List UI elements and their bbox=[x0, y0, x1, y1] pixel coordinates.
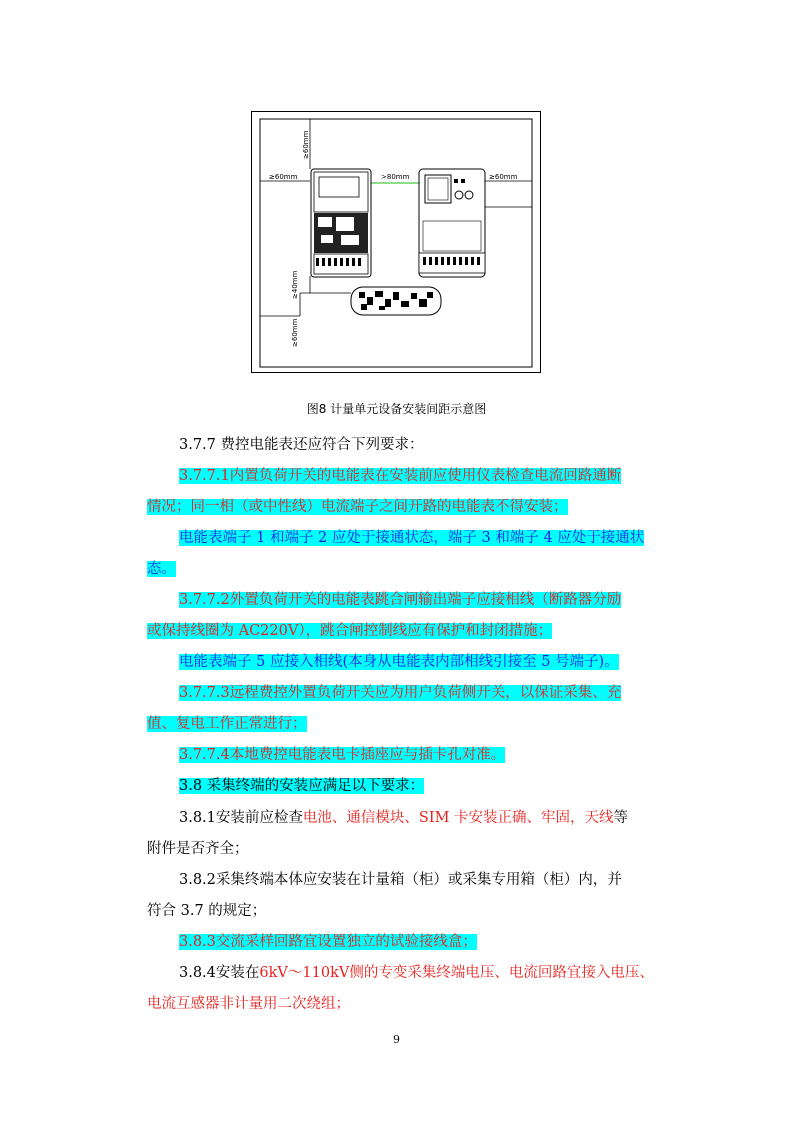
text-segment: 3.8.2采集终端本体应安装在计量箱（柜）或采集专用箱（柜）内，并 bbox=[179, 872, 622, 888]
text-line bbox=[179, 743, 505, 767]
energy-meter-left bbox=[311, 169, 371, 277]
text-segment: 3.8 采集终端的安装应满足以下要求： bbox=[179, 778, 425, 794]
text-line bbox=[179, 464, 621, 488]
text-segment: 3.8.1安装前应检查 bbox=[179, 810, 303, 826]
text-line bbox=[179, 774, 424, 798]
text-segment: 3.8.4安装在 bbox=[179, 965, 260, 981]
right-gap-label: ≥60mm bbox=[489, 173, 518, 181]
text-segment: 值、复电工作正常进行； bbox=[147, 716, 307, 732]
text-segment: 等 bbox=[613, 810, 629, 826]
top-gap-label: ≥60mm bbox=[302, 130, 310, 159]
text-segment: 3.7.7.1内置负荷开关的电能表在安装前应使用仪表检查电流回路通断 bbox=[179, 468, 622, 484]
text-segment: 3.7.7 费控电能表还应符合下列要求： bbox=[179, 437, 424, 453]
text-line bbox=[179, 961, 654, 985]
left-gap-label: ≥60mm bbox=[269, 173, 298, 181]
text-line bbox=[147, 495, 568, 519]
text-line bbox=[147, 992, 350, 1016]
text-line bbox=[147, 557, 176, 581]
text-segment: 情况；同一相（或中性线）电流端子之间开路的电能表不得安装； bbox=[147, 499, 568, 515]
text-segment: 态。 bbox=[147, 561, 176, 577]
page-number: 9 bbox=[393, 1033, 400, 1046]
text-line bbox=[179, 868, 622, 892]
bottom-gap-label: ≥60mm bbox=[291, 318, 299, 347]
text-segment: 附件是否齐全； bbox=[147, 841, 249, 857]
text-line bbox=[147, 837, 249, 861]
text-line bbox=[147, 899, 266, 923]
text-segment: 3.7.7.3远程费控外置负荷开关应为用户负荷侧开关，以保证采集、充 bbox=[179, 685, 622, 701]
middle-gap-label: >80mm bbox=[381, 173, 410, 181]
text-line bbox=[179, 433, 424, 457]
text-segment: 符合 3.7 的规定； bbox=[147, 903, 267, 919]
text-segment: 或保持线圈为 AC220V），跳合闸控制线应有保护和封闭措施； bbox=[147, 623, 553, 639]
text-line bbox=[147, 712, 307, 736]
figure-caption: 图8 计量单元设备安装间距示意图 bbox=[306, 402, 487, 416]
text-line bbox=[179, 588, 621, 612]
text-segment: 3.8.3交流采样回路宜设置独立的试验接线盒； bbox=[179, 934, 477, 950]
text-segment: 3.7.7.4本地费控电能表电卡插座应与插卡孔对准。 bbox=[179, 747, 506, 763]
text-segment: 3.7.7.2外置负荷开关的电能表跳合闸输出端子应接相线（断路器分励 bbox=[179, 592, 622, 608]
text-line bbox=[179, 930, 477, 954]
text-segment: 电能表端子 1 和端子 2 应处于接通状态，端子 3 和端子 4 应处于接通状 bbox=[179, 530, 645, 546]
lower-gap-label: ≥40mm bbox=[291, 270, 299, 299]
text-line bbox=[179, 681, 621, 705]
text-line bbox=[147, 619, 552, 643]
text-segment: 电池、通信模块、SIM 卡安装正确、牢固，天线 bbox=[302, 810, 614, 826]
installation-spacing-diagram bbox=[251, 111, 541, 373]
text-segment: 电流互感器非计量用二次绕组； bbox=[147, 996, 350, 1012]
text-line bbox=[179, 526, 644, 550]
text-segment: 6kV～110kV侧的专变采集终端电压、电流回路宜接入电压、 bbox=[259, 965, 654, 981]
text-segment: 电能表端子 5 应接入相线(本身从电能表内部相线引接至 5 号端子)。 bbox=[179, 654, 619, 670]
collection-terminal bbox=[419, 169, 485, 277]
text-line bbox=[179, 806, 628, 830]
text-line bbox=[179, 650, 619, 674]
bottom-device-top-view bbox=[351, 287, 441, 315]
